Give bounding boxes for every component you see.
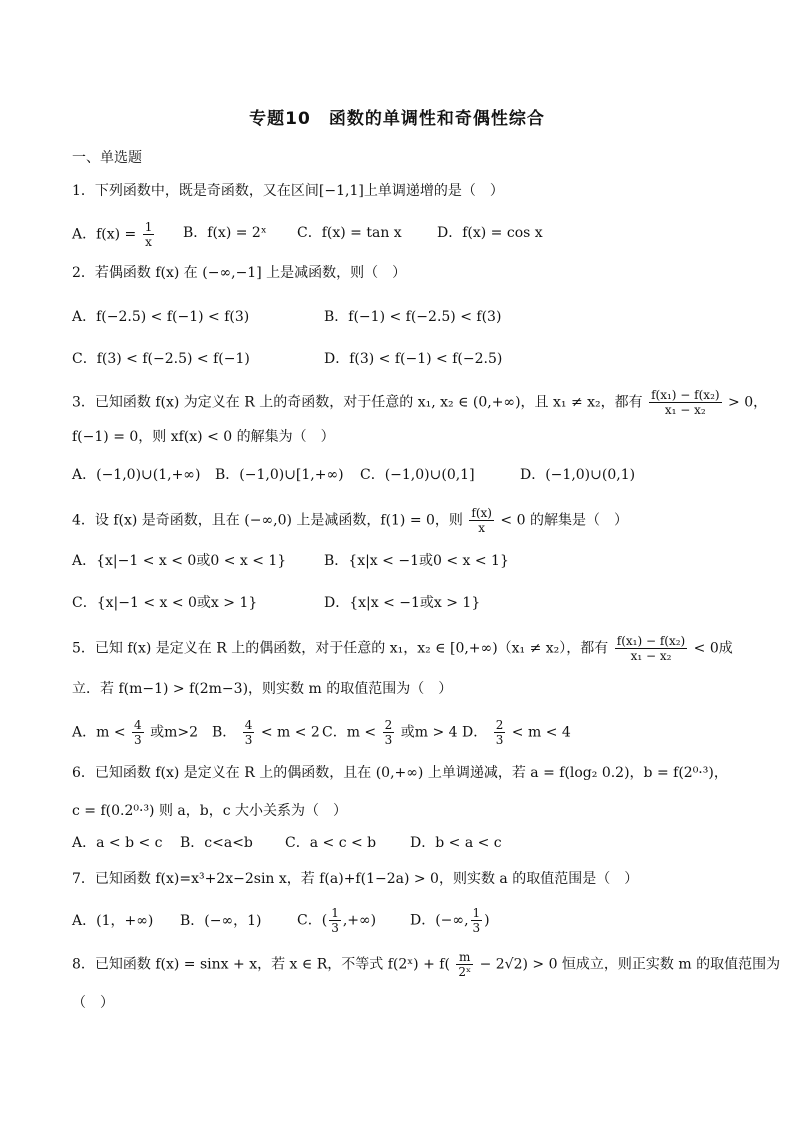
fraction: $\frac{1}{3}$	[472, 906, 481, 935]
question-6-stem-line2: c = f(0.2⁰·³) 则 a，b，c 大小关系为（ ）	[72, 803, 348, 819]
question-2-option-b: B．f(−1) < f(−2.5) < f(3)	[324, 309, 502, 325]
fraction: $\frac{4}{3}$	[244, 718, 253, 747]
fraction: $\frac{\text{f(x₁) − f(x₂)}}{\text{x₁ − x₂}}$	[616, 634, 686, 663]
question-4-option-d: D．{x|x < −1或x > 1}	[324, 595, 481, 611]
question-3-option-a: A．(−1,0)∪(1,+∞)	[72, 467, 201, 483]
question-6-option-b: B．c<a<b	[180, 835, 253, 851]
fraction: $\frac{4}{3}$	[134, 718, 142, 747]
question-8-stem: 8．已知函数 f(x) = sinx + x，若 x ∈ R，不等式 f(2ˣ) + f( $\frac{m}{\text{2ˣ}}$ − 2√2) > 0 恒成立，则正实数 m 的取值范围为	[72, 950, 781, 979]
question-3-option-b: B．(−1,0)∪[1,+∞)	[215, 467, 344, 483]
page-title: 专题10 函数的单调性和奇偶性综合	[249, 109, 545, 129]
question-7-option-c: C．( $\frac{1}{3}$ ,+∞)	[297, 906, 377, 935]
question-7-stem: 7．已知函数 f(x)=x³+2x−2sin x，若 f(a)+f(1−2a) > 0，则实数 a 的取值范围是（ ）	[72, 871, 639, 887]
question-1-option-d: D．f(x) = cos x	[437, 225, 543, 241]
question-1-option-a: A．f(x) = $\frac{1}{x}$	[72, 220, 153, 249]
question-4-option-a: A．{x|−1 < x < 0或0 < x < 1}	[72, 553, 287, 569]
question-7-option-d: D．(−∞, $\frac{1}{3}$ )	[410, 906, 490, 935]
question-4-stem: 4．设 f(x) 是奇函数，且在 (−∞,0) 上是减函数，f(1) = 0，则 $\frac{f(x)}{x}$ < 0 的解集是（ ）	[72, 506, 628, 535]
question-1-option-b: B．f(x) = 2ˣ	[183, 225, 267, 241]
question-3-stem-line2: f(−1) = 0，则 xf(x) < 0 的解集为（ ）	[72, 429, 335, 445]
question-5-stem: 5．已知 f(x) 是定义在 R 上的偶函数，对于任意的 x₁，x₂ ∈ [0,+∞)（x₁ ≠ x₂），都有 $\frac{\text{f(x₁) − f(x₂)}}{\text{x₁ − x₂}}$ < 0成	[72, 634, 733, 663]
fraction: $\frac{2}{3}$	[495, 718, 504, 747]
question-2-option-c: C．f(3) < f(−2.5) < f(−1)	[72, 351, 250, 367]
question-5-stem-line2: 立．若 f(m−1) > f(2m−3)，则实数 m 的取值范围为（ ）	[72, 681, 453, 697]
fraction: $\frac{1}{3}$	[331, 906, 339, 935]
question-5-option-b: B． $\frac{4}{3}$ < m < 2	[212, 718, 320, 747]
fraction: $\frac{2}{3}$	[384, 718, 393, 747]
question-3-option-c: C．(−1,0)∪(0,1]	[360, 467, 475, 483]
question-2-stem: 2．若偶函数 f(x) 在 (−∞,−1] 上是减函数，则（ ）	[72, 265, 407, 281]
question-2-option-a: A．f(−2.5) < f(−1) < f(3)	[72, 309, 250, 325]
question-7-option-b: B．(−∞，1)	[180, 913, 262, 929]
question-3-stem: 3．已知函数 f(x) 为定义在 R 上的奇函数，对于任意的 x₁, x₂ ∈ (0,+∞)，且 x₁ ≠ x₂，都有 $\frac{\text{f(x₁) − f(x₂)}}{\text{x₁ − x₂}}$ > 0，	[72, 388, 768, 417]
fraction: $\frac{f(x)}{x}$	[471, 506, 492, 535]
question-4-option-c: C．{x|−1 < x < 0或x > 1}	[72, 595, 258, 611]
question-8-stem-line2: （ ）	[72, 995, 114, 1011]
question-5-option-d: D． $\frac{2}{3}$ < m < 4	[462, 718, 571, 747]
question-3-option-d: D．(−1,0)∪(0,1)	[520, 467, 636, 483]
question-4-option-b: B．{x|x < −1或0 < x < 1}	[324, 553, 509, 569]
fraction: $\frac{m}{\text{2ˣ}}$	[458, 950, 472, 979]
fraction: $\frac{1}{x}$	[144, 220, 153, 249]
question-5-option-c: C．m < $\frac{2}{3}$ 或m > 4	[322, 718, 458, 747]
question-7-option-a: A．(1，+∞)	[72, 913, 154, 929]
question-6-stem: 6．已知函数 f(x) 是定义在 R 上的偶函数，且在 (0,+∞) 上单调递减，若 a = f(log₂ 0.2)，b = f(2⁰·³)，	[72, 765, 728, 781]
question-2-option-d: D．f(3) < f(−1) < f(−2.5)	[324, 351, 503, 367]
question-1-stem: 1．下列函数中，既是奇函数，又在区间[−1,1]上单调递增的是（ ）	[72, 183, 504, 199]
question-5-option-a: A．m < $\frac{4}{3}$ 或m>2	[72, 718, 199, 747]
section-heading: 一、单选题	[72, 150, 142, 166]
question-6-option-c: C．a < c < b	[285, 835, 377, 851]
question-1-option-c: C．f(x) = tan x	[297, 225, 402, 241]
question-6-option-a: A．a < b < c	[72, 835, 163, 851]
fraction: $\frac{\text{f(x₁) − f(x₂)}}{\text{x₁ − x₂}}$	[651, 388, 720, 417]
question-6-option-d: D．b < a < c	[410, 835, 502, 851]
